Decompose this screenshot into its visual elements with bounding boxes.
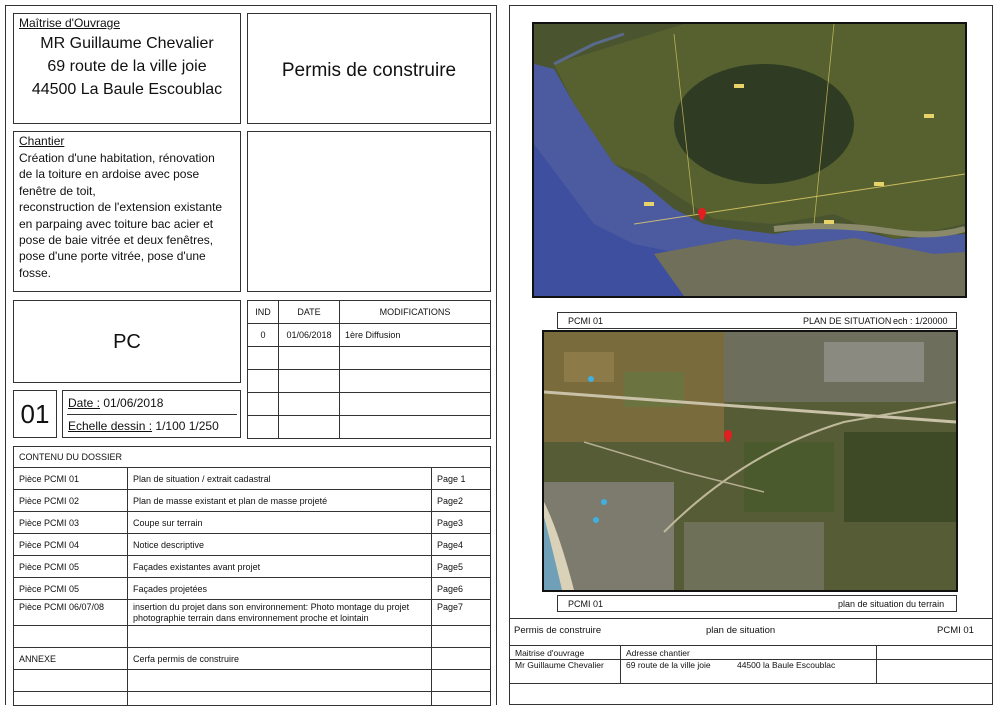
page-cell: Page2 <box>432 490 491 512</box>
description-cell: Façades projetées <box>128 578 432 600</box>
rev-cell: 01/06/2018 <box>279 324 340 347</box>
rev-header-date: DATE <box>279 301 340 324</box>
page-cell: Page5 <box>432 556 491 578</box>
pc-label: PC <box>113 331 141 353</box>
rev-cell <box>279 393 340 416</box>
piece-cell: Pièce PCMI 02 <box>14 490 128 512</box>
page-cell: Page3 <box>432 512 491 534</box>
page-cell <box>432 670 491 692</box>
chantier-line: pose de baie vitrée et deux fenêtres, <box>19 233 214 248</box>
page-cell <box>432 648 491 670</box>
caption-code: PCMI 01 <box>568 599 604 609</box>
sheet-number-box <box>13 390 57 438</box>
footer-empty-cell <box>877 646 993 660</box>
rev-cell <box>340 416 491 439</box>
footer-subject: plan de situation <box>706 625 776 636</box>
piece-cell: Pièce PCMI 04 <box>14 534 128 556</box>
regional-map-caption <box>557 312 957 329</box>
piece-cell: Pièce PCMI 06/07/08 <box>14 600 128 626</box>
maitrise-ouvrage-box <box>13 13 241 124</box>
piece-cell: Pièce PCMI 05 <box>14 556 128 578</box>
pc-box <box>13 300 241 383</box>
satellite-map-local <box>542 330 958 592</box>
rev-header-modifications: MODIFICATIONS <box>340 301 491 324</box>
rev-cell <box>340 393 491 416</box>
local-map-graphic <box>544 332 956 590</box>
owner-name: MR Guillaume Chevalier <box>40 35 214 52</box>
description-cell <box>128 692 432 706</box>
footer-owner-label: Maitrise d'ouvrage <box>510 646 621 660</box>
chantier-box <box>13 131 241 292</box>
footer-code: PCMI 01 <box>937 625 974 636</box>
description-cell: Façades existantes avant projet <box>128 556 432 578</box>
rev-cell <box>279 347 340 370</box>
page-cell <box>432 692 491 706</box>
piece-cell <box>14 670 128 692</box>
rev-cell <box>248 370 279 393</box>
page-cell: Page7 <box>432 600 491 626</box>
footer-city: 44500 la Baule Escoublac <box>736 660 836 670</box>
maitrise-ouvrage-label: Maîtrise d'Ouvrage <box>19 16 120 30</box>
rev-cell <box>279 416 340 439</box>
date-label: Date : <box>68 396 101 410</box>
page-cell: Page6 <box>432 578 491 600</box>
rev-cell <box>248 416 279 439</box>
rev-cell <box>279 370 340 393</box>
chantier-line: pose d'une porte vitrée, pose d'une <box>19 249 206 264</box>
piece-cell: Pièce PCMI 03 <box>14 512 128 534</box>
chantier-line: Création d'une habitation, rénovation <box>19 151 215 165</box>
footer-address-cell <box>621 660 877 684</box>
description-cell: Coupe sur terrain <box>128 512 432 534</box>
rev-cell <box>340 347 491 370</box>
contents-table <box>13 446 491 706</box>
piece-cell: ANNEXE <box>14 648 128 670</box>
date-underline <box>67 414 237 415</box>
date-row <box>68 396 163 410</box>
rev-cell <box>248 347 279 370</box>
piece-cell <box>14 626 128 648</box>
local-map-caption <box>557 595 957 612</box>
page-cell: Page4 <box>432 534 491 556</box>
footer-owner: Mr Guillaume Chevalier <box>510 660 621 684</box>
chantier-line: fenêtre de toit, <box>19 183 96 198</box>
footer-address-label: Adresse chantier <box>621 646 877 660</box>
footer-title: Permis de construire <box>514 625 602 636</box>
caption-scale: ech : 1/20000 <box>893 316 948 326</box>
document-title: Permis de construire <box>281 60 457 81</box>
description-cell: Notice descriptive <box>128 534 432 556</box>
rev-cell: 0 <box>248 324 279 347</box>
rev-cell <box>248 393 279 416</box>
caption-title: plan de situation du terrain <box>838 599 945 609</box>
chantier-line: fosse. <box>19 265 52 280</box>
rev-cell <box>340 370 491 393</box>
sheet-number: 01 <box>20 399 50 429</box>
description-cell <box>128 626 432 648</box>
description-cell: Plan de masse existant et plan de masse projeté <box>128 490 432 512</box>
chantier-line: de la toiture en ardoise avec pose <box>19 167 200 182</box>
revisions-table <box>247 300 491 439</box>
piece-cell: Pièce PCMI 01 <box>14 468 128 490</box>
chantier-line: en parpaing avec toiture bac acier et <box>19 216 214 231</box>
regional-map-graphic <box>534 24 965 296</box>
rev-cell: 1ère Diffusion <box>340 324 491 347</box>
piece-cell: Pièce PCMI 05 <box>14 578 128 600</box>
scale-label: Echelle dessin : <box>68 419 153 433</box>
contents-header: CONTENU DU DOSSIER <box>14 447 491 468</box>
description-cell: insertion du projet dans son environnement: Photo montage du projet photographie terrain dans environnement proche et lointain <box>128 600 432 626</box>
chantier-description <box>19 150 222 281</box>
caption-code: PCMI 01 <box>568 316 604 326</box>
chantier-line: reconstruction de l'extension existante <box>19 200 223 215</box>
caption-title: PLAN DE SITUATION <box>803 316 892 326</box>
date-scale-box <box>62 390 241 438</box>
footer-empty-cell <box>877 660 993 684</box>
page-cell <box>432 626 491 648</box>
description-cell <box>128 670 432 692</box>
description-cell: Cerfa permis de construire <box>128 648 432 670</box>
blank-box <box>247 131 491 292</box>
owner-address-line1: 69 route de la ville joie <box>47 58 207 75</box>
scale-row <box>68 419 219 433</box>
piece-cell <box>14 692 128 706</box>
rev-header-ind: IND <box>248 301 279 324</box>
footer-address: 69 route de la ville joie <box>626 660 711 670</box>
footer-owner-table <box>509 645 993 684</box>
date-value: 01/06/2018 <box>103 396 164 410</box>
description-cell: Plan de situation / extrait cadastral <box>128 468 432 490</box>
owner-address-line2: 44500 La Baule Escoublac <box>31 81 223 98</box>
scale-value: 1/100 1/250 <box>155 419 219 433</box>
page-cell: Page 1 <box>432 468 491 490</box>
title-box <box>247 13 491 124</box>
chantier-label: Chantier <box>19 134 65 148</box>
satellite-map-regional <box>532 22 967 298</box>
